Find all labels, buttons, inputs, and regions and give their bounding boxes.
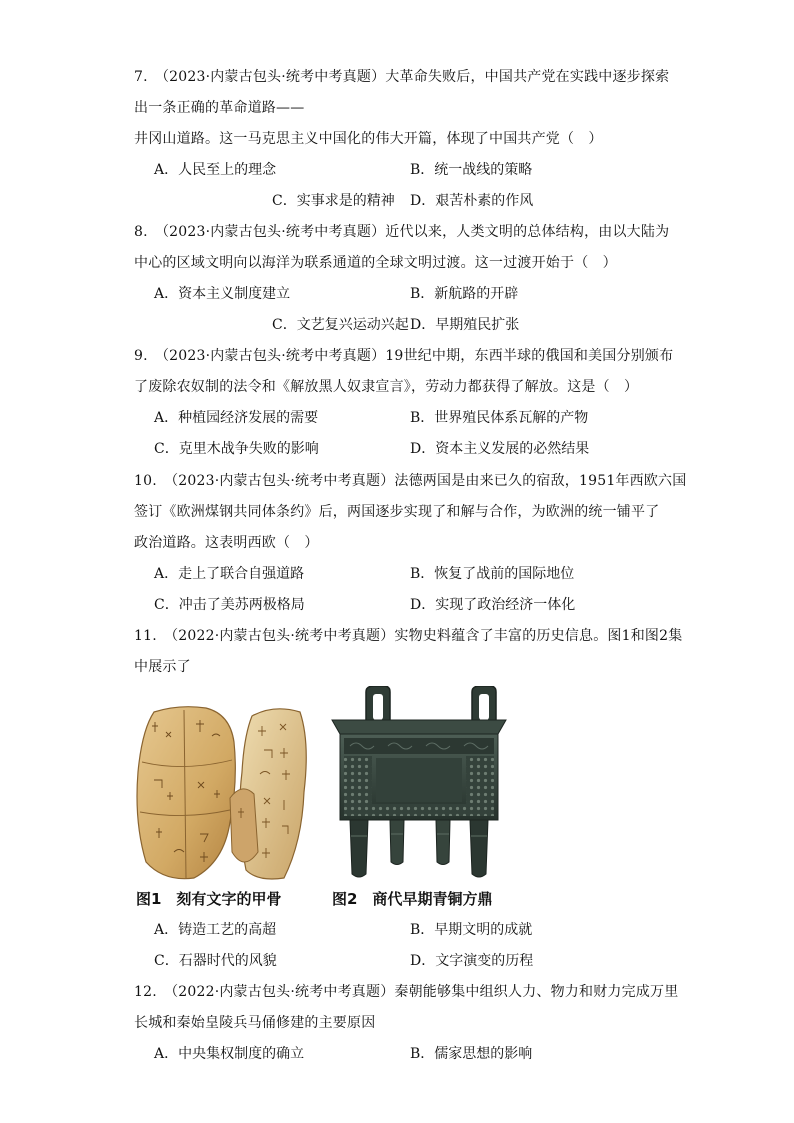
q10-stem-line3: 政治道路。这表明西欧（ ） xyxy=(134,535,319,551)
q11-option-b: B．早期文明的成就 xyxy=(410,922,533,938)
q8-option-d: D．早期殖民扩张 xyxy=(410,317,520,333)
q7-option-d: D．艰苦朴素的作风 xyxy=(410,193,534,209)
figure1-caption: 图1 刻有文字的甲骨 xyxy=(136,890,282,908)
q10-stem-line2: 签订《欧洲煤钢共同体条约》后，两国逐步实现了和解与合作，为欧洲的统一铺平了 xyxy=(134,504,660,520)
q7-option-a: A．人民至上的理念 xyxy=(154,162,277,178)
q11-stem-line2: 中展示了 xyxy=(134,659,191,675)
figure2-caption: 图2 商代早期青铜方鼎 xyxy=(332,890,493,908)
q8-option-c: C．文艺复兴运动兴起 xyxy=(272,317,409,333)
q9-option-a: A．种植园经济发展的需要 xyxy=(154,410,319,426)
q9-stem-line2: 了废除农奴制的法令和《解放黑人奴隶宣言》，劳动力都获得了解放。这是（ ） xyxy=(134,379,639,395)
q12-option-a: A．中央集权制度的确立 xyxy=(154,1046,305,1062)
q10-option-d: D．实现了政治经济一体化 xyxy=(410,597,576,613)
q10-stem-line1: 10. （2023·内蒙古包头·统考中考真题）法德两国是由来已久的宿敌，1951年西欧六国 xyxy=(134,473,687,489)
q8-option-a: A．资本主义制度建立 xyxy=(154,286,291,302)
q7-stem-line2: 出一条正确的革命道路—— xyxy=(134,100,305,116)
q9-option-d: D．资本主义发展的必然结果 xyxy=(410,441,590,457)
q10-option-a: A．走上了联合自强道路 xyxy=(154,566,305,582)
q9-option-c: C．克里木战争失败的影响 xyxy=(154,441,319,457)
bronze-ding-image xyxy=(328,686,510,884)
q7-stem-line3: 井冈山道路。这一马克思主义中国化的伟大开篇，体现了中国共产党（ ） xyxy=(134,131,603,147)
q12-option-b: B．儒家思想的影响 xyxy=(410,1046,533,1062)
q11-stem-line1: 11. （2022·内蒙古包头·统考中考真题）实物史料蕴含了丰富的历史信息。图1和图2集 xyxy=(134,628,683,644)
q7-stem-line1: 7. （2023·内蒙古包头·统考中考真题）大革命失败后，中国共产党在实践中逐步探索 xyxy=(134,69,670,85)
q12-stem-line1: 12. （2022·内蒙古包头·统考中考真题）秦朝能够集中组织人力、物力和财力完成万里 xyxy=(134,984,679,1000)
q7-option-c: C．实事求是的精神 xyxy=(272,193,395,209)
q10-option-c: C．冲击了美苏两极格局 xyxy=(154,597,305,613)
oracle-bone-image xyxy=(134,702,310,884)
q7-option-b: B．统一战线的策略 xyxy=(410,162,533,178)
q11-option-a: A．铸造工艺的高超 xyxy=(154,922,277,938)
q11-option-d: D．文字演变的历程 xyxy=(410,953,534,969)
q12-stem-line2: 长城和秦始皇陵兵马俑修建的主要原因 xyxy=(134,1015,376,1031)
q8-option-b: B．新航路的开辟 xyxy=(410,286,519,302)
q11-option-c: C．石器时代的风貌 xyxy=(154,953,277,969)
q10-option-b: B．恢复了战前的国际地位 xyxy=(410,566,575,582)
q9-stem-line1: 9. （2023·内蒙古包头·统考中考真题）19世纪中期，东西半球的俄国和美国分别颁布 xyxy=(134,348,674,364)
q9-option-b: B．世界殖民体系瓦解的产物 xyxy=(410,410,589,426)
q8-stem-line2: 中心的区域文明向以海洋为联系通道的全球文明过渡。这一过渡开始于（ ） xyxy=(134,255,617,271)
q8-stem-line1: 8. （2023·内蒙古包头·统考中考真题）近代以来，人类文明的总体结构，由以大陆为 xyxy=(134,224,670,240)
